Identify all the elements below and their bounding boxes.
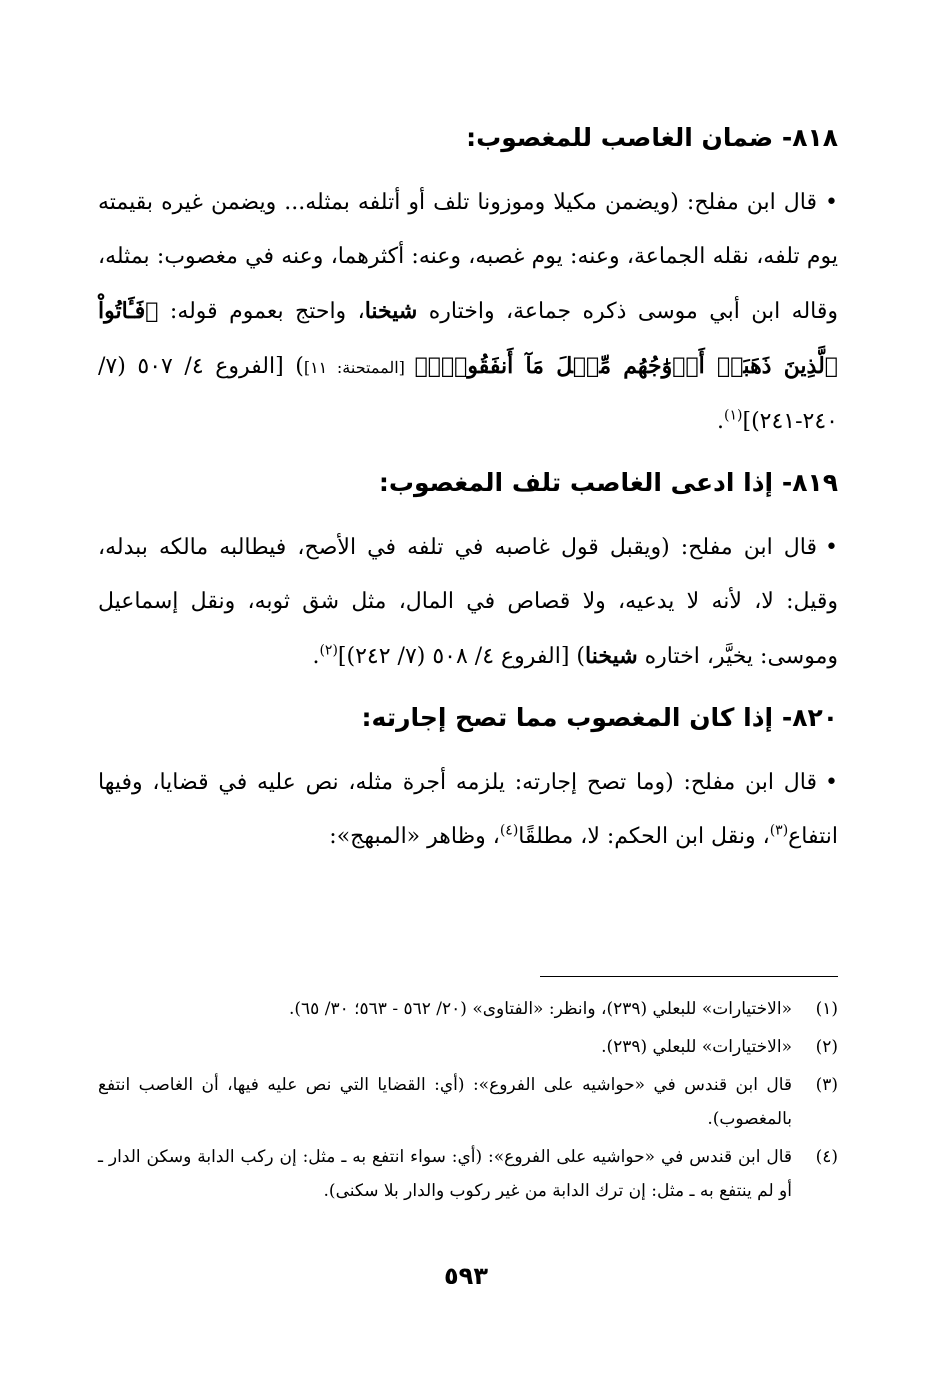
footnote-4 xyxy=(98,1140,838,1208)
footnote-2 xyxy=(98,1030,838,1064)
footnote-text: قال ابن قندس في «حواشيه على الفروع»: (أي: سواء انتفع به ـ مثل: إن ركب الدابة وسكن الدار ـ أو لم ينتفع به ـ مثل: إن ترك الدابة من غير ركوب والدار بلا سكنى). xyxy=(98,1147,792,1201)
footnote-divider xyxy=(540,976,838,977)
footnote-text: قال ابن قندس في «حواشيه على الفروع»: (أي: القضايا التي نص عليه فيها، أن الغاصب انتفع بالمغصوب). xyxy=(98,1075,792,1129)
footnotes xyxy=(98,992,838,1212)
footnote-3 xyxy=(98,1068,838,1136)
paragraph-820 xyxy=(98,756,838,864)
footnote-number: (٣) xyxy=(815,1075,838,1095)
paragraph-text: قال ابن مفلح: (ويضمن مكيلا وموزونا تلف أو أتلفه بمثله... ويضمن غيره بقيمته يوم تلفه، نقله الجماعة، وعنه: يوم غصبه، وعنه: أكثرهما، وعنه في مغصوب: بمثله، وقاله ابن أبي موسى ذكره جماعة، واختاره xyxy=(98,190,839,324)
footnote-marker: (١) xyxy=(724,407,743,424)
bold-term: شيخنا xyxy=(364,298,418,324)
footnote-marker: (٣) xyxy=(769,822,789,839)
paragraph-end: . xyxy=(312,644,320,669)
section-heading-818: ٨١٨- ضمان الغاصب للمغصوب: xyxy=(466,123,838,152)
paragraph-818 xyxy=(98,176,838,449)
page-number: ٥٩٣ xyxy=(444,1262,488,1290)
verse-reference: [الممتحنة: ١١] xyxy=(303,358,415,377)
footnote-marker: (٤) xyxy=(499,822,519,839)
paragraph-text: ، وظاهر «المبهج»: xyxy=(329,824,500,849)
paragraph-819 xyxy=(98,521,838,684)
footnote-number: (١) xyxy=(815,999,838,1019)
paragraph-end: . xyxy=(717,409,725,434)
footnote-number: (٤) xyxy=(815,1147,838,1167)
bullet-icon: • xyxy=(825,770,838,795)
footnote-1 xyxy=(98,992,838,1026)
quran-verse: ﴿فَـَٔاتُواْ ٱلَّذِينَ ذَهَبَتۡ أَزۡوَٰجُهُم مِّثۡلَ مَآ أَنفَقُواْۚ﴾ xyxy=(98,298,839,379)
bullet-icon: • xyxy=(825,190,838,215)
main-text xyxy=(98,118,838,878)
footnote-text: «الاختيارات» للبعلي (٢٣٩). xyxy=(601,1037,792,1057)
bullet-icon: • xyxy=(825,535,838,560)
bold-term: شيخنا xyxy=(585,643,638,669)
paragraph-text: ) [الفروع ٤/ ٥٠٨ (٧/ ٢٤٢)] xyxy=(337,644,586,669)
footnote-marker: (٢) xyxy=(319,642,338,659)
paragraph-text: ، واحتج بعموم قوله: xyxy=(158,299,365,324)
section-heading-819: ٨١٩- إذا ادعى الغاصب تلف المغصوب: xyxy=(378,468,838,497)
paragraph-text: قال ابن مفلح: (وما تصح إجارته: يلزمه أجرة مثله، نص عليه في قضايا، وفيها انتفاع xyxy=(98,770,838,849)
section-heading-820: ٨٢٠- إذا كان المغصوب مما تصح إجارته: xyxy=(361,703,838,732)
paragraph-text: ، ونقل ابن الحكم: لا، مطلقًا xyxy=(518,824,770,849)
paragraph-text: قال ابن مفلح: (ويقبل قول غاصبه في تلفه في الأصح، فيطالبه مالكه ببدله، وقيل: لا، لأنه لا يدعيه، ولا قصاص في المال، مثل شق ثوبه، ونقل إسماعيل وموسى: يخيَّر، اختاره xyxy=(98,535,838,669)
paragraph-text: ) [الفروع ٤/ ٥٠٧ (٧/ ٢٤٠-٢٤١)] xyxy=(98,354,838,434)
footnote-number: (٢) xyxy=(815,1037,838,1057)
footnote-text: «الاختيارات» للبعلي (٢٣٩)، وانظر: «الفتاوى» (٢٠/ ٥٦٢ - ٥٦٣؛ ٣٠/ ٦٥). xyxy=(288,999,792,1019)
